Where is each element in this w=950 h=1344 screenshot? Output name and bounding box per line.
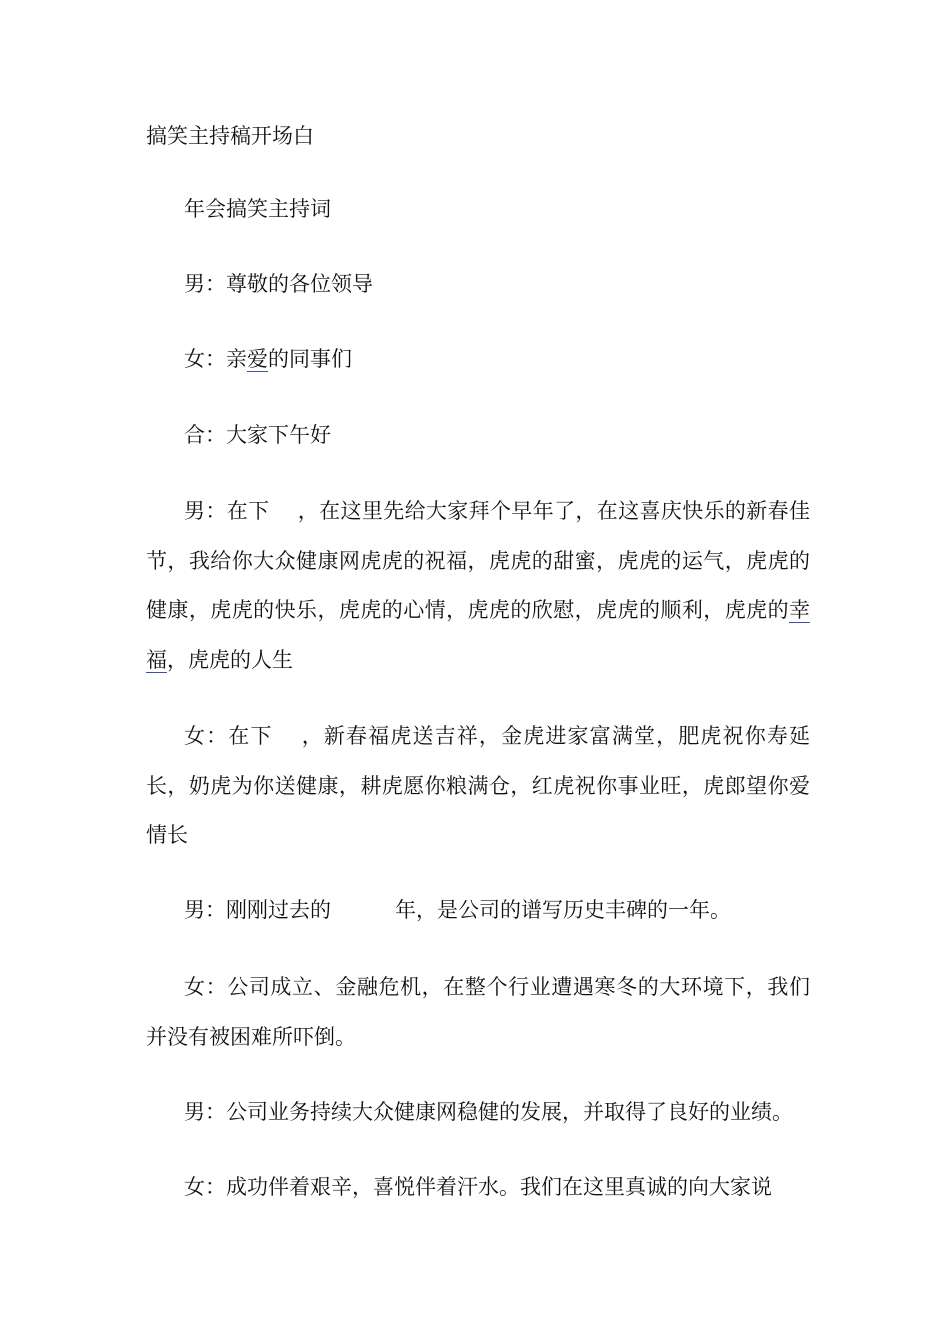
paragraph-2: 男：尊敬的各位领导 [184,272,373,296]
paragraph-7 [146,886,810,936]
paragraph-3-part-c: 的同事们 [268,347,352,371]
paragraph-3-part-a: 女：亲 [184,347,247,371]
paragraph-8: 女：公司成立、金融危机，在整个行业遭遇寒冬的大环境下，我们并没有被困难所吓倒。 [146,975,810,1049]
document-title: 搞笑主持稿开场白 [146,124,314,148]
paragraph-6 [146,712,810,861]
paragraph-6-part-a: 女：在下 [184,724,273,748]
paragraph-5-part-d: ，虎虎的人生 [167,647,293,672]
paragraph-7-part-a: 男：刚刚过去的 [184,898,331,922]
paragraph-4: 合：大家下午好 [184,423,331,447]
paragraph-3 [146,335,810,385]
paragraph-5-part-a: 男：在下 [184,499,270,523]
paragraph-10: 女：成功伴着艰辛，喜悦伴着汗水。我们在这里真诚的向大家说 [184,1175,772,1199]
paragraph-7-part-b: 年，是公司的谱写历史丰碑的一年。 [395,898,731,922]
spell-check-underline: 幸福 [146,598,810,672]
paragraph-5-part-b: ，在这里先给大家拜个早年了，在这喜庆快乐的新春佳节，我给你大众健康网虎虎的祝福，虎虎的甜蜜，虎虎的运气，虎虎的健康，虎虎的快乐，虎虎的心情，虎虎的欣慰，虎虎的顺利，虎虎的 [146,499,811,622]
spell-check-underline: 爱 [247,347,268,371]
paragraph-9: 男：公司业务持续大众健康网稳健的发展，并取得了良好的业绩。 [184,1100,793,1124]
paragraph-6-part-b: ，新春福虎送吉祥，金虎进家富满堂，肥虎祝你寿延长，奶虎为你送健康，耕虎愿你粮满仓，红虎祝你事业旺，虎郎望你爱情长 [146,724,810,847]
paragraph-5 [146,487,810,685]
paragraph-1: 年会搞笑主持词 [184,197,331,221]
